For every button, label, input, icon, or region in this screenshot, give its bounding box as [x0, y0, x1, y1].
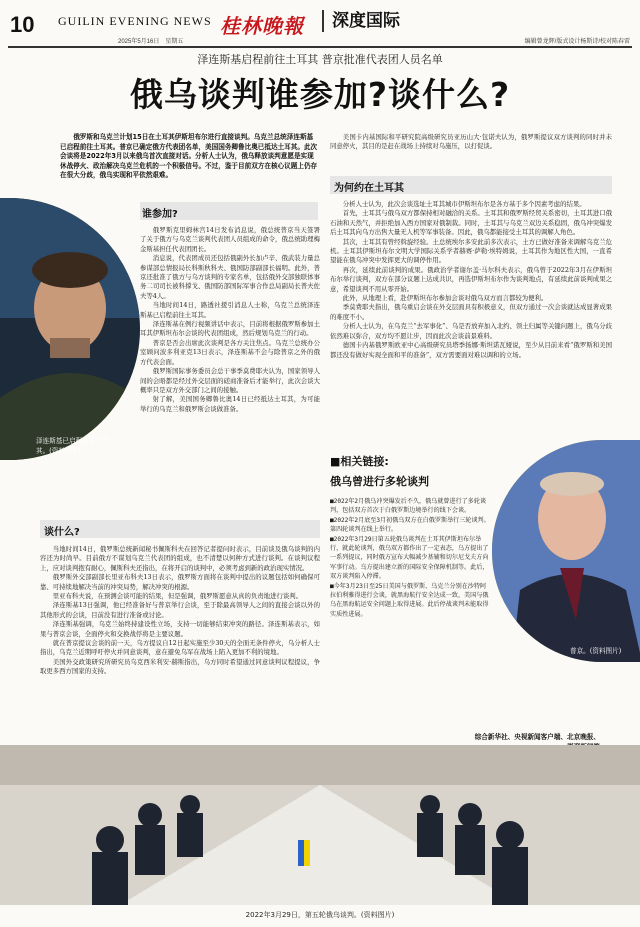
- paragraph: 分析人士认为，此次会谈选址土耳其城市伊斯坦布尔是各方基于多个因素考虑的结果。: [342, 200, 586, 208]
- negotiation-photo: [0, 745, 640, 905]
- paper-name: GUILIN EVENING NEWS: [58, 14, 212, 28]
- section-who-body: [140, 226, 320, 414]
- section-name: 深度国际: [322, 10, 400, 32]
- editor-credits: 编辑曾龙辉/版式设计杨斯诗/校对陈春雷: [524, 39, 630, 45]
- zelensky-caption: 泽连斯基已启程前往土耳其。(资料图片): [36, 437, 109, 455]
- related-links-title: 俄乌曾进行多轮谈判: [330, 475, 429, 488]
- paragraph: 德国卡内基俄罗斯欧亚中心高级研究员塔季扬娜·斯坦诺瓦娅说，至少从目前来看“俄罗斯和美国都还没有做好实现全面和平的准备”，双方需要面对难以调和的立场。: [330, 341, 612, 359]
- related-links-label: ■相关链接:: [330, 455, 389, 468]
- section-band: [40, 520, 320, 538]
- issue-date: 2025年5月16日 星期五: [118, 39, 184, 45]
- paragraph: 当地时间14日，俄罗斯总统新闻秘书佩斯科夫在回答记者提问时表示，目前谈及俄乌谈判的内容还为时尚早。目前俄方不谋划乌克兰代表团的组成，也不清楚以何种方式进行谈判。在谈判议程上，应对谈判抱有耐心，佩斯科夫还指出，在将开启的谈判中，必须考虑到新的政治现实情况。: [40, 545, 320, 572]
- page-number: 10: [10, 12, 35, 37]
- bottom-photo-caption: 2022年3月29日，第五轮俄乌谈判。(资料图片): [245, 911, 395, 919]
- news-source: 综合新华社、央视新闻客户端、北京晚报、: [474, 733, 600, 741]
- paragraph: 泽连斯基强调，乌克兰始终持建设性立场，支持一切能够结束冲突的路径。泽连斯基表示，如果与普京会谈，全面停火和交换战俘将是主要议题。: [40, 620, 320, 638]
- section-why-turkey-body: [330, 200, 612, 360]
- paragraph: 俄罗斯外交部副部长里亚布科夫13日表示，俄罗斯方面将在谈判中提出的议题包括如何确保可靠、可持续地解决当前的冲突局势，解决冲突的根源。: [40, 573, 320, 591]
- putin-photo: [492, 440, 640, 662]
- paragraph: 俄罗斯国际事务委员会总干事季莫费耶夫认为，国家领导人间的会晤都是经过外交层面的磋商准备后才能举行，此次会谈大概率只是双方外交部门之间的接触。: [140, 367, 320, 394]
- related-links-list: [330, 497, 492, 619]
- list-item: ■今年3月23日至25日美国与俄罗斯、乌克兰分别在沙特阿拉伯利雅得进行会谈，就黑海航行安全达成一致，美国与俄乌在黑海航运安全问题上取得进展。此后停战谈判未能取得实质性进展。: [330, 582, 489, 618]
- paragraph: 分析人士认为，在乌克兰“去军事化”、乌是否放弃加入北约、领土归属等关键问题上，俄乌分歧依然难以弥合，双方均不愿让步，因而此次会谈前景难料。: [330, 322, 612, 340]
- list-item: ■2022年2月俄乌冲突爆发后不久，俄乌就曾进行了多轮谈判，包括双方首次于白俄罗斯边境举行的线下会谈。: [330, 498, 487, 515]
- paragraph: 此外，从地理上看，赴伊斯坦布尔参加会谈对俄乌双方而言都较为便利。: [342, 294, 548, 303]
- paragraph: 泽连斯基在例行视频讲话中表示，目前将根据俄罗斯参加土耳其伊斯坦布尔会谈的代表团组成，然后规划乌克兰的行动。: [140, 320, 320, 338]
- zelensky-photo: [0, 198, 140, 460]
- paragraph: 再次，延续此前谈判的成果。俄政治学者谢尔盖·马尔科夫表示，俄乌曾于2022年3月在伊斯坦布尔举行谈判，双方在部分议题上达成共识，再选伊斯坦布尔作为谈判地点，有延续此前谈判成果之意，希望谈判不用从零开始。: [330, 265, 612, 293]
- paragraph: 俄罗斯克里姆林宫14日发布消息说，俄总统普京当天签署了关于俄方与乌克兰谈判代表团人员组成的命令，俄总统助理梅金斯基担任代表团团长。: [140, 226, 320, 253]
- right-intro-paragraph: [330, 133, 612, 152]
- section-title-what: 谈什么?: [44, 527, 80, 538]
- square-bullet-icon: ■: [330, 455, 341, 468]
- putin-caption: 普京。(资料图片): [570, 647, 622, 655]
- paragraph: 季莫费耶夫指出，俄乌重启会谈在外交层面具有积极意义，但双方通过一次会谈就达成显著成果的难度不小。: [330, 303, 612, 321]
- section-title-why-turkey: 为何约在土耳其: [334, 183, 404, 194]
- newspaper-logo: 桂林晚報: [220, 14, 304, 38]
- section-title-who: 谁参加?: [142, 209, 178, 220]
- header-divider: [8, 46, 632, 48]
- paragraph: 就在普京提议会谈的前一天，乌方提议自12日起实施至少30天的全面无条件停火，乌分析人士指出，乌克兰近期呼吁停火并同意谈判，意在避免乌军在战场上陷入更加不利的境地。: [40, 639, 320, 657]
- paragraph: 射了解，美国国务卿鲁比奥14日已经抵达土耳其，为可能举行的乌克兰和俄罗斯会谈做准备。: [140, 395, 320, 413]
- paragraph: 里亚布科夫说，在预测会谈可能的结果，但是强调，俄罗斯愿意从真的负责地进行谈判。: [52, 592, 303, 601]
- article-lead: 俄罗斯和乌克兰计划15日在土耳其伊斯坦布尔进行直接谈判。乌克兰总统泽连斯基已启程前往土耳其。普京已确定俄方代表团名单，美国国务卿鲁比奥已抵达土耳其。此次会谈将是2022年3月以来俄乌首次直接对话。分析人士认为，俄乌释放谈判意愿是实现休战停火、政治解决乌克兰危机的一个积极信号。不过，鉴于目前双方在核心议题上仍存在很大分歧，俄乌实现和平依然艰难。: [60, 133, 318, 180]
- list-item: ■2022年3月29日第五轮俄乌谈判在土耳其伊斯坦布尔举行，就此轮谈判，俄乌双方都作出了一定表态，乌方提出了一系列提议，同时俄方宣布大幅减少基辅和切尔尼戈夫方向军事行动。乌方提出建立新的国际安全保障机制等。此后，双方谈判陷入停滞。: [330, 535, 489, 581]
- article-subheadline: 泽连斯基启程前往土耳其 普京批准代表团人员名单: [197, 53, 443, 66]
- paragraph: 首先，土耳其与俄乌双方都保持相对融洽的关系。土耳其和俄罗斯经贸关系密切，土耳其进口俄石油和天然气，并拒绝加入西方国家对俄制裁。同时，土耳其与乌克兰双边关系稳固，俄乌冲突爆发后土耳其向乌方出售大量无人机等军事装备。因此，俄乌都能接受土耳其的调解人角色。: [330, 209, 612, 237]
- paragraph: 当地时间14日，路透社援引消息人士称，乌克兰总统泽连斯基已启程前往土耳其。: [140, 301, 320, 319]
- paragraph: 普京是否会出席此次谈判是各方关注焦点。乌克兰总统办公室顾问波多利亚克13日表示，泽连斯基不会与除普京之外的俄方代表会面。: [140, 338, 320, 366]
- list-item: ■2022年2月底至3月初俄乌双方在白俄罗斯举行三轮谈判。第四轮谈判在线上举行。: [330, 516, 490, 534]
- paragraph: 消息说，代表团成员还包括俄副外长加卢辛、俄武装力量总参谋部总情报局长科斯秋科夫、俄国防部副部长福明。此外，普京还批准了俄方与乌方谈判的专家名单，包括俄外交部独联体事务二司司长被科撑戈、俄国防部国际军事合作总局副局长普夫佐夫等4人。: [140, 254, 320, 300]
- article-headline: 俄乌谈判谁参加?谈什么?: [129, 75, 511, 114]
- paragraph: 泽连斯基13日强调，他已经准备好与普京举行会谈，至于除最高领导人之间的直接会谈以外的其他形式的会谈，目前没有进行准备或讨论。: [40, 601, 320, 619]
- paragraph: 美国外交政策研究所研究员乌克西米利安·赫斯指出，乌方同时希望通过同意谈判议程提议，争取更多西方国家的支持。: [40, 657, 320, 676]
- paragraph: 美国卡内基国际和平研究院高级研究员亚历山大·包诺夫认为，俄罗斯提议双方谈判的同时并未同意停火，其目的是赶在战场上持续对乌施压，以打促谈。: [330, 133, 612, 151]
- paragraph: 其次，土耳其有曾经斡旋经验。土总统埃尔多安此前多次表示，土方已做好准备来调解乌克兰危机。土耳其伊斯坦布尔文明大学国际关系学者赫赛·萨勒·埃特姆说，土耳其作为地区性大国，一直希望能在俄乌冲突中发挥更大的调停作用。: [330, 237, 612, 265]
- section-what-body: [40, 545, 320, 677]
